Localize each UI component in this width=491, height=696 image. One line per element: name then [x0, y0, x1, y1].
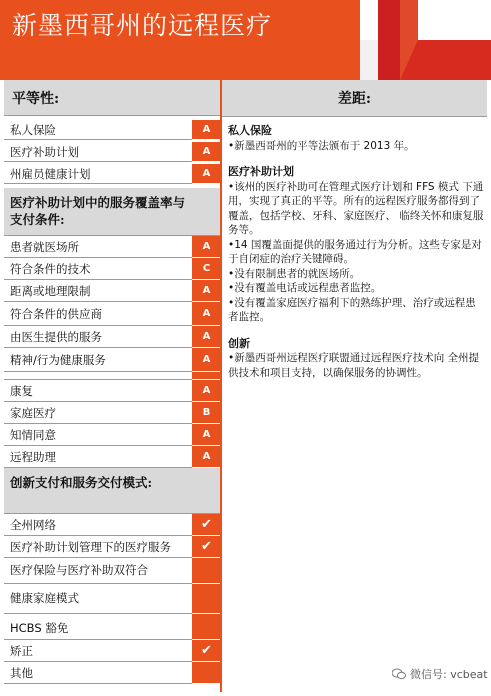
- empty-mark-cell: [192, 614, 221, 640]
- grade-badge: A: [192, 326, 221, 348]
- grade-badge: A: [192, 164, 221, 184]
- grade-badge: C: [192, 258, 221, 280]
- grade-badge: A: [192, 142, 221, 162]
- checkmark-icon: ✔: [192, 514, 221, 536]
- grade-badge: A: [192, 302, 221, 326]
- grade-badge: A: [192, 380, 221, 402]
- grade-badge: A: [192, 280, 221, 302]
- spacer-row: [4, 372, 192, 380]
- medicaid-item: •没有覆盖电话或远程患者监控。: [228, 282, 382, 294]
- parity-header: 平等性:: [4, 80, 192, 116]
- list-item: 距离或地理限制: [4, 280, 192, 302]
- grade-badge: A: [192, 424, 221, 446]
- medicaid-heading: 医疗补助计划: [228, 165, 294, 178]
- grade-badge: A: [192, 120, 221, 140]
- list-item: HCBS 豁免: [4, 614, 192, 640]
- list-item: 由医生提供的服务: [4, 326, 192, 348]
- list-item: 精神/行为健康服务: [4, 348, 192, 372]
- grade-spacer: [192, 372, 221, 380]
- empty-mark-cell: [192, 558, 221, 584]
- medicaid-item: •没有限制患者的就医场所。: [228, 267, 361, 280]
- list-item: 医疗补助计划: [4, 142, 192, 162]
- watermark-text: 微信号: vcbeat: [410, 668, 488, 681]
- innovation-text: •新墨西哥州远程医疗联盟通过远程医疗技术向 全州提供技术和项目支持，以确保服务的协调性。: [228, 352, 480, 379]
- wechat-icon: [392, 668, 406, 680]
- grade-header-cell: [192, 188, 221, 236]
- grade-badge: A: [192, 446, 221, 468]
- list-item: 健康家庭模式: [4, 584, 192, 614]
- grade-badge: B: [192, 402, 221, 424]
- gaps-panel: [222, 80, 487, 692]
- medicaid-item: •14 国覆盖面提供的服务通过行为分析。这些专家是对于自闭症的治疗关键障碍。: [228, 238, 482, 265]
- list-item: 符合条件的技术: [4, 258, 192, 280]
- list-item: 康复: [4, 380, 192, 402]
- empty-mark-cell: [192, 584, 221, 614]
- page-header: [0, 0, 491, 80]
- list-item: 医疗保险与医疗补助双符合: [4, 558, 192, 584]
- list-item: 其他: [4, 662, 192, 684]
- innovation-heading: 创新: [228, 336, 250, 350]
- gaps-text: [228, 124, 484, 380]
- private-heading: 私人保险: [228, 124, 272, 137]
- gaps-header: 差距:: [222, 80, 487, 117]
- coverage-section-heading: 医疗补助计划中的服务覆盖率与支付条件:: [4, 188, 192, 236]
- list-item: 全州网络: [4, 514, 192, 536]
- list-item: 私人保险: [4, 120, 192, 140]
- parity-panel: [4, 80, 220, 692]
- list-item: 矫正: [4, 640, 192, 662]
- watermark: [392, 666, 488, 682]
- list-item: 符合条件的供应商: [4, 302, 192, 326]
- checkmark-icon: ✔: [192, 536, 221, 558]
- page-title: 新墨西哥州的远程医疗: [12, 11, 273, 40]
- empty-mark-cell: [192, 662, 221, 684]
- ribbon-graphic: [360, 0, 491, 80]
- innovation-section-heading: 创新支付和服务交付模式:: [4, 468, 192, 514]
- list-item: 远程助理: [4, 446, 192, 468]
- checkmark-icon: ✔: [192, 640, 221, 662]
- grade-badge: A: [192, 236, 221, 258]
- private-text: •新墨西哥州的平等法颁布于 2013 年。: [228, 139, 415, 152]
- grade-badge: A: [192, 348, 221, 372]
- medicaid-item: •没有覆盖家庭医疗福利下的熟练护理、治疗或远程患者监控。: [228, 296, 476, 323]
- medicaid-item: •该州的医疗补助可在管理式医疗计划和 FFS 模式 下通用，实现了真正的平等。所有的远程医疗服务都得到了覆盖，包括学校、牙科、家庭医疗、 临终关怀和康复服务等。: [228, 180, 484, 236]
- list-item: 患者就医场所: [4, 236, 192, 258]
- grade-header-cell: [192, 468, 221, 514]
- list-item: 医疗补助计划管理下的医疗服务: [4, 536, 192, 558]
- list-item: 知情同意: [4, 424, 192, 446]
- list-item: 家庭医疗: [4, 402, 192, 424]
- list-item: 州雇员健康计划: [4, 164, 192, 184]
- grade-header-cell: [192, 80, 221, 116]
